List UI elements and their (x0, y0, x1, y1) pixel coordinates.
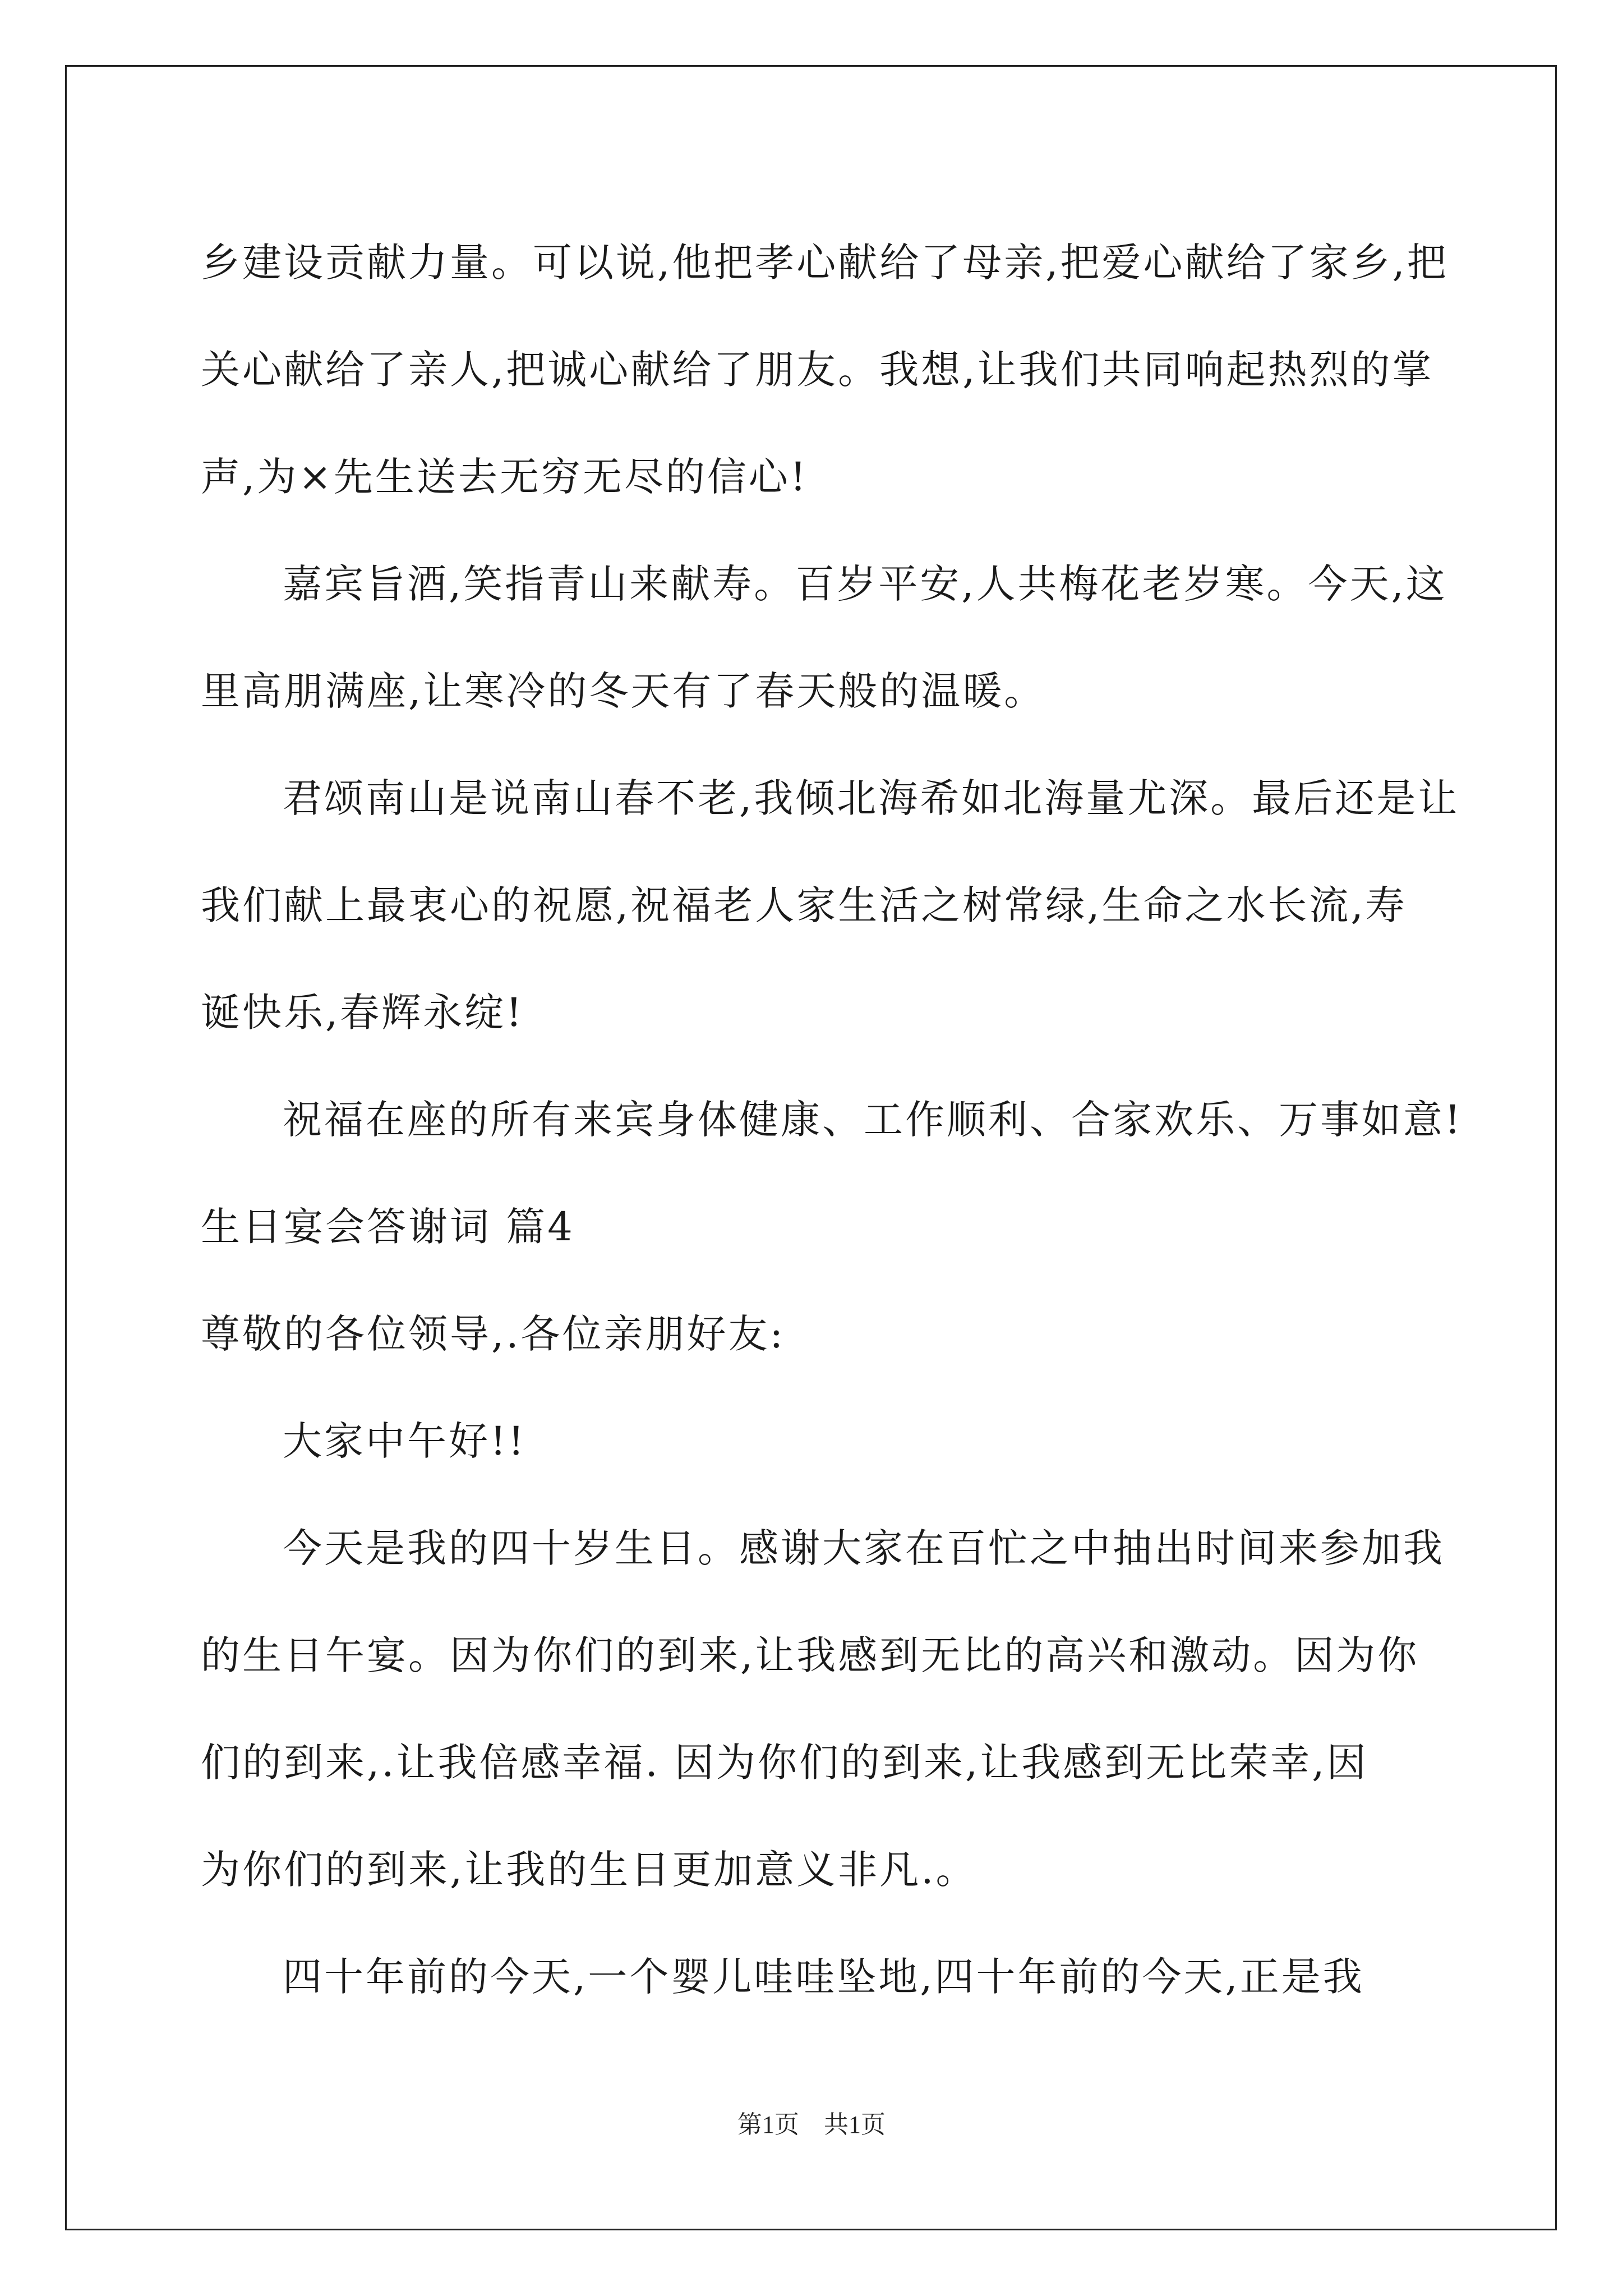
document-body (201, 223, 1463, 2045)
text-line: 大家中午好!! (283, 1418, 527, 1464)
text-line: 乡建设贡献力量。可以说,他把孝心献给了母亲,把爱心献给了家乡,把 (201, 240, 1449, 286)
text-line: 尊敬的各位领导,.各位亲朋好友: (201, 1311, 786, 1357)
page-footer: 第1页 共1页 (737, 2111, 886, 2138)
text-line: 诞快乐,春辉永绽! (201, 990, 524, 1036)
section-heading: 生日宴会答谢词 篇4 (201, 1204, 575, 1250)
text-line: 的生日午宴。因为你们的到来,让我感到无比的高兴和激动。因为你 (201, 1632, 1419, 1678)
text-line: 声,为×先生送去无穷无尽的信心! (201, 454, 809, 500)
text-line: 关心献给了亲人,把诚心献给了朋友。我想,让我们共同响起热烈的掌 (201, 347, 1434, 393)
text-line: 今天是我的四十岁生日。感谢大家在百忙之中抽出时间来参加我 (283, 1525, 1445, 1571)
text-line: 我们献上最衷心的祝愿,祝福老人家生活之树常绿,生命之水长流,寿 (201, 882, 1407, 928)
text-line: 为你们的到来,让我的生日更加意义非凡.。 (201, 1847, 978, 1893)
text-line: 祝福在座的所有来宾身体健康、工作顺利、合家欢乐、万事如意! (283, 1097, 1463, 1143)
text-line: 君颂南山是说南山春不老,我倾北海希如北海量尤深。最后还是让 (283, 775, 1460, 821)
text-line: 们的到来,.让我倍感幸福. 因为你们的到来,让我感到无比荣幸,因 (201, 1740, 1368, 1786)
text-line: 里高朋满座,让寒冷的冬天有了春天般的温暖。 (201, 668, 1046, 714)
text-line: 嘉宾旨酒,笑指青山来献寿。百岁平安,人共梅花老岁寒。今天,这 (283, 561, 1447, 607)
text-line: 四十年前的今天,一个婴儿哇哇坠地,四十年前的今天,正是我 (283, 1954, 1364, 2000)
